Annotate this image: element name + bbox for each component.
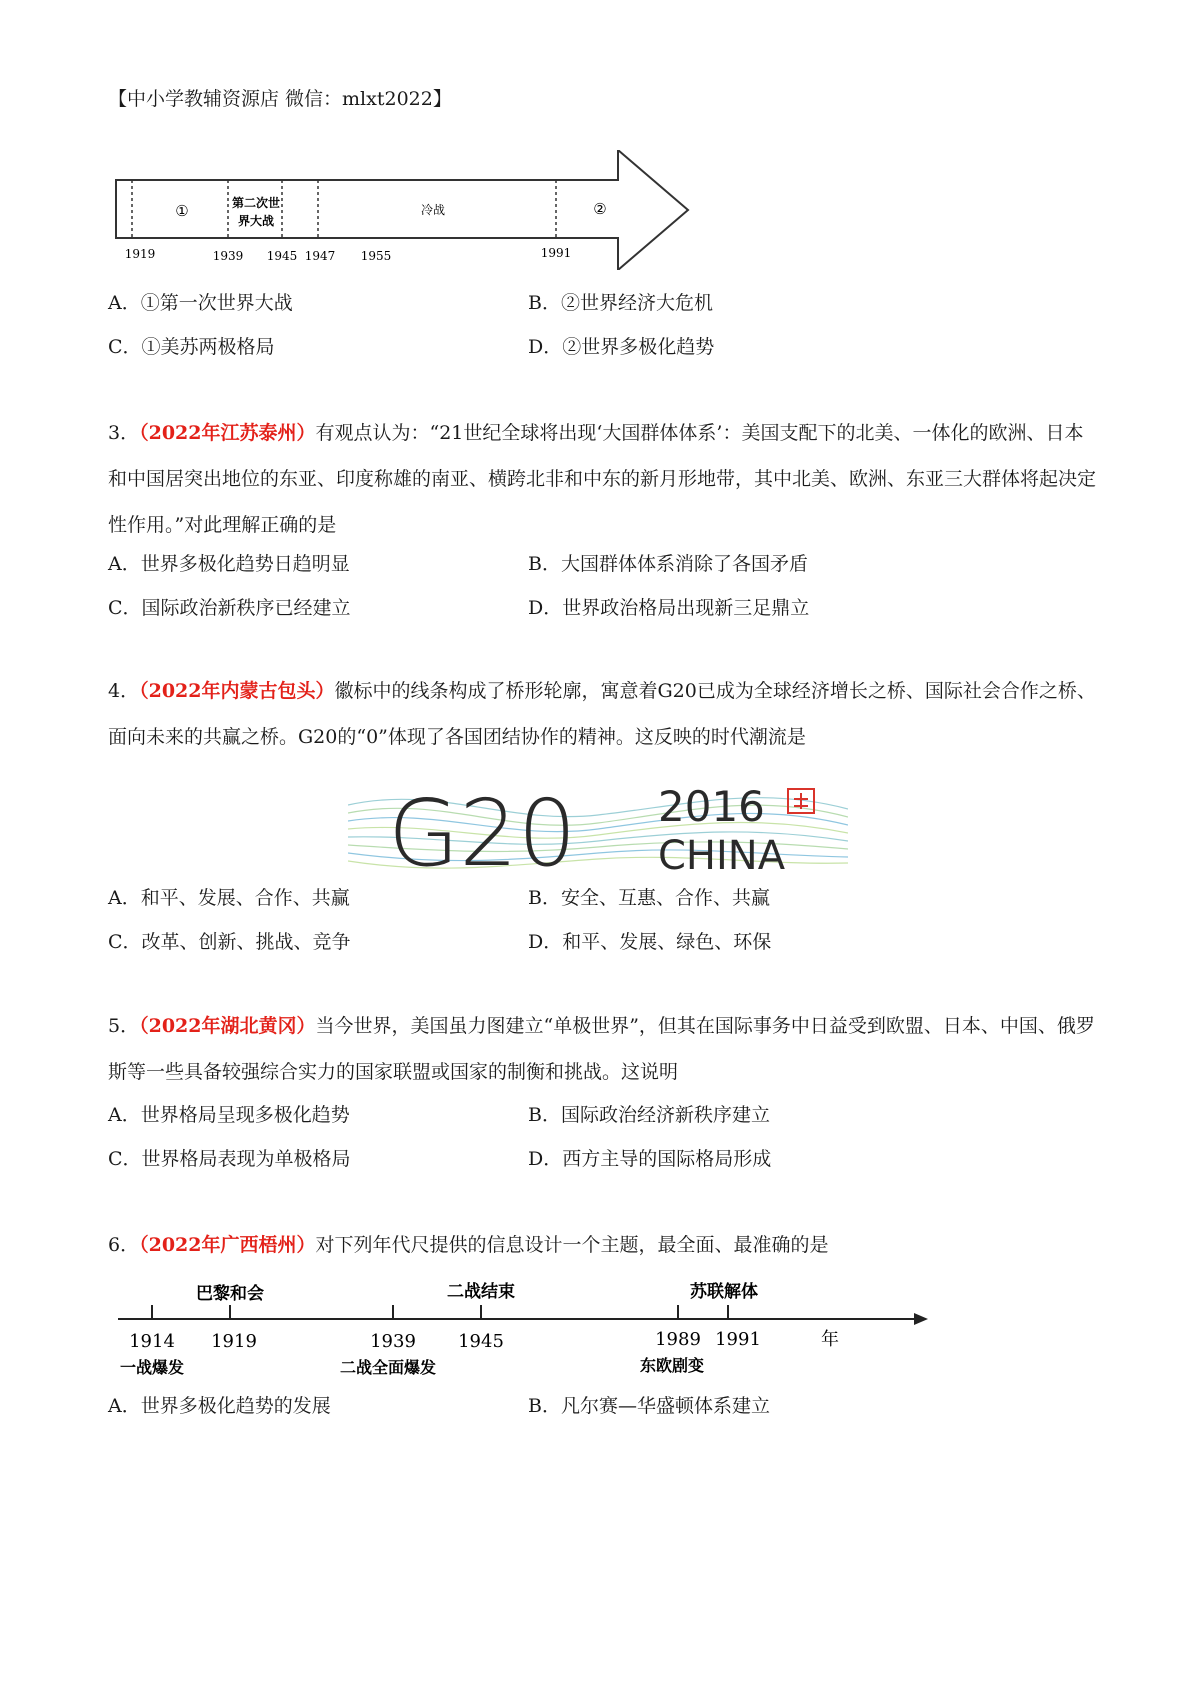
q5-option-c: C．世界格局表现为单极格局 (108, 1148, 351, 1170)
q5-option-b: B．国际政治经济新秩序建立 (528, 1104, 770, 1126)
q5-number: 5． (108, 1015, 140, 1037)
year-label-1945: 1945 (266, 249, 298, 263)
q5-stem (108, 1003, 1098, 1095)
year-label-1955: 1955 (360, 249, 392, 263)
g20-logo (348, 765, 848, 885)
q4-option-b: B．安全、互惠、合作、共赢 (528, 887, 770, 909)
q5-option-a: A．世界格局呈现多极化趋势 (108, 1104, 350, 1126)
segment-label-ww2-line2: 界大战 (237, 214, 275, 228)
year-label-1947: 1947 (304, 249, 336, 263)
event-above-ww2-end: 二战结束 (447, 1282, 515, 1302)
q3-number: 3． (108, 422, 140, 444)
q4-option-c: C．改革、创新、挑战、竞争 (108, 931, 351, 953)
q3-stem-text: 有观点认为：“21世纪全球将出现‘大国群体体系’：美国支配下的北美、一体化的欧洲、日本和中国居突出地位的东亚、印度称雄的南亚、横跨北非和中东的新月形地带，其中北美、欧洲、东亚三大群体将起决定性作用。”对此理解正确的是 (108, 422, 1097, 536)
q2-option-d: D．②世界多极化趋势 (528, 336, 715, 358)
q6-stem-text: 对下列年代尺提供的信息设计一个主题，最全面、最准确的是 (315, 1234, 829, 1256)
q3-source: （2022年江苏泰州） (139, 422, 316, 444)
timeline-arrowhead (914, 1313, 928, 1325)
q2-option-b: B．②世界经济大危机 (528, 292, 713, 314)
event-below-ww2: 二战全面爆发 (339, 1358, 437, 1377)
year-label-1991: 1991 (540, 246, 572, 260)
g20-logo-country: CHINA (658, 833, 786, 879)
q4-option-d: D．和平、发展、绿色、环保 (528, 931, 772, 953)
event-above-paris: 巴黎和会 (196, 1284, 264, 1304)
q6-option-b: B．凡尔赛—华盛顿体系建立 (528, 1395, 770, 1417)
q6-number: 6． (108, 1234, 140, 1256)
q5-option-d: D．西方主导的国际格局形成 (528, 1148, 772, 1170)
q6-option-a: A．世界多极化趋势的发展 (108, 1395, 331, 1417)
year-label-1939: 1939 (212, 249, 244, 263)
year-label-1919: 1919 (124, 247, 156, 261)
q2-option-a: A．①第一次世界大战 (108, 292, 293, 314)
unit-year: 年 (821, 1329, 839, 1350)
q6-timeline-figure (110, 1275, 930, 1395)
q2-option-c: C．①美苏两极格局 (108, 336, 275, 358)
segment-label-1: ① (175, 202, 189, 220)
page-header: 【中小学教辅资源店 微信：mlxt2022】 (108, 88, 452, 110)
year-1991: 1991 (715, 1329, 761, 1350)
year-1989: 1989 (655, 1329, 701, 1350)
q3-stem (108, 410, 1098, 548)
event-below-ww1: 一战爆发 (119, 1358, 185, 1377)
q3-option-c: C．国际政治新秩序已经建立 (108, 597, 351, 619)
q3-option-d: D．世界政治格局出现新三足鼎立 (528, 597, 810, 619)
q4-stem-text: 徽标中的线条构成了桥形轮廓，寓意着G20已成为全球经济增长之桥、国际社会合作之桥、面向未来的共赢之桥。G20的“0”体现了各国团结协作的精神。这反映的时代潮流是 (108, 680, 1096, 748)
g20-logo-year: 2016 (658, 782, 765, 831)
q4-stem (108, 668, 1098, 760)
q6-stem (108, 1222, 1098, 1268)
segment-label-cold-war: 冷战 (420, 203, 446, 217)
q4-number: 4． (108, 680, 140, 702)
segment-label-2: ② (593, 200, 607, 218)
event-below-east-europe: 东欧剧变 (639, 1356, 705, 1375)
q5-stem-text: 当今世界，美国虽力图建立“单极世界”，但其在国际事务中日益受到欧盟、日本、中国、俄罗斯等一些具备较强综合实力的国家联盟或国家的制衡和挑战。这说明 (108, 1015, 1095, 1083)
year-1939: 1939 (370, 1331, 416, 1352)
q5-source: （2022年湖北黄冈） (139, 1015, 316, 1037)
q2-timeline-figure (110, 150, 700, 270)
q3-option-a: A．世界多极化趋势日趋明显 (108, 553, 350, 575)
q4-source: （2022年内蒙古包头） (139, 680, 335, 702)
q6-source: （2022年广西梧州） (139, 1234, 316, 1256)
segment-label-ww2-line1: 第二次世 (231, 196, 281, 210)
year-1914: 1914 (129, 1331, 175, 1352)
event-above-ussr: 苏联解体 (690, 1282, 758, 1302)
q4-option-a: A．和平、发展、合作、共赢 (108, 887, 350, 909)
g20-logo-text: G20 (388, 780, 577, 885)
year-1919: 1919 (211, 1331, 257, 1352)
year-1945: 1945 (458, 1331, 504, 1352)
q3-option-b: B．大国群体体系消除了各国矛盾 (528, 553, 808, 575)
